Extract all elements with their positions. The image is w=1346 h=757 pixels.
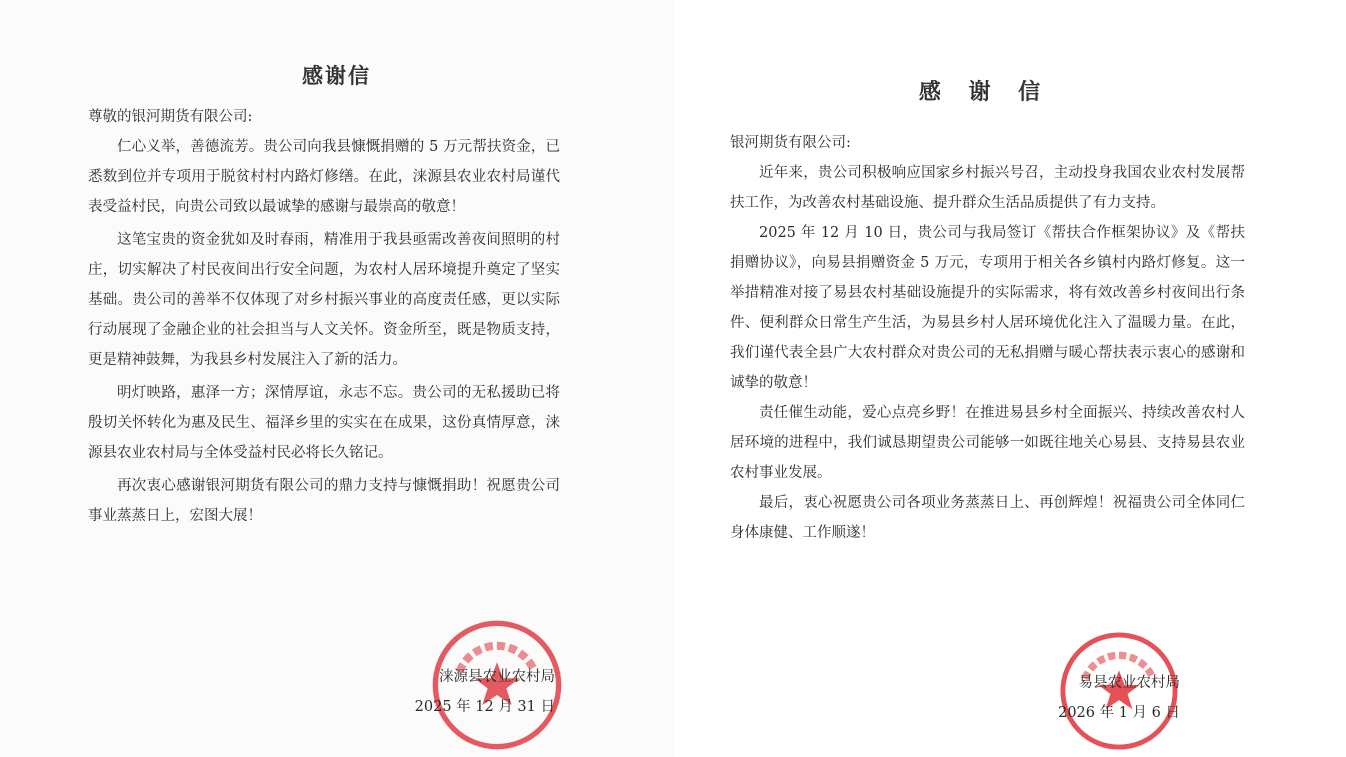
letter-body <box>88 102 560 534</box>
paragraph: 再次衷心感谢银河期货有限公司的鼎力支持与慷慨捐助！祝愿贵公司事业蒸蒸日上，宏图大展！ <box>88 478 560 524</box>
signature-block <box>360 662 555 722</box>
paragraph: 2025 年 12 月 10 日，贵公司与我局签订《帮扶合作框架协议》及《帮扶捐赠协议》，向易县捐赠资金 5 万元，专项用于相关各乡镇村内路灯修复。这一举措精准对接了易县农村基础设施提升的实际需求，将有效改善乡村夜间出行条件、便利群众日常生产生活，为易县乡村人居环境优化注入了温暖力量。在此，我们谨代表全县广大农村群众对贵公司的无私捐赠与暖心帮扶表示衷心的感谢和诚挚的敬意！ <box>730 225 1245 391</box>
signature-org: 易县农业农村局 <box>1078 675 1180 691</box>
signature-date: 2026 年 1 月 6 日 <box>1058 705 1180 721</box>
paragraph: 近年来，贵公司积极响应国家乡村振兴号召，主动投身我国农业农村发展帮扶工作，为改善农村基础设施、提升群众生活品质提供了有力支持。 <box>730 165 1245 211</box>
letter-title: 感 谢 信 <box>918 80 1051 105</box>
letter-body <box>730 128 1245 548</box>
paragraph: 责任催生动能，爱心点亮乡野！在推进易县乡村全面振兴、持续改善农村人居环境的进程中，我们诚恳期望贵公司能够一如既往地关心易县、支持易县农业农村事业发展。 <box>730 405 1245 481</box>
signature-org: 涞源县农业农村局 <box>439 669 555 685</box>
signature-block <box>990 668 1180 728</box>
salutation: 银河期货有限公司: <box>730 135 851 151</box>
letter-title: 感谢信 <box>302 64 371 88</box>
paragraph: 最后，衷心祝愿贵公司各项业务蒸蒸日上、再创辉煌！祝福贵公司全体同仁身体康健、工作顺遂！ <box>730 495 1245 541</box>
paragraph: 这笔宝贵的资金犹如及时春雨，精准用于我县亟需改善夜间照明的村庄，切实解决了村民夜间出行安全问题，为农村人居环境提升奠定了坚实基础。贵公司的善举不仅体现了对乡村振兴事业的高度责任感，更以实际行动展现了金融企业的社会担当与人文关怀。资金所至，既是物质支持，更是精神鼓舞，为我县乡村发展注入了新的活力。 <box>88 232 560 368</box>
salutation: 尊敬的银河期货有限公司: <box>88 109 253 125</box>
paragraph: 明灯映路，惠泽一方；深情厚谊，永志不忘。贵公司的无私援助已将殷切关怀转化为惠及民生、福泽乡里的实实在在成果，这份真情厚意，涞源县农业农村局与全体受益村民必将长久铭记。 <box>88 385 560 461</box>
paragraph: 仁心义举，善德流芳。贵公司向我县慷慨捐赠的 5 万元帮扶资金，已悉数到位并专项用于脱贫村村内路灯修缮。在此，涞源县农业农村局谨代表受益村民，向贵公司致以最诚挚的感谢与最崇高的敬意！ <box>88 139 560 215</box>
signature-date: 2025 年 12 月 31 日 <box>414 699 555 715</box>
